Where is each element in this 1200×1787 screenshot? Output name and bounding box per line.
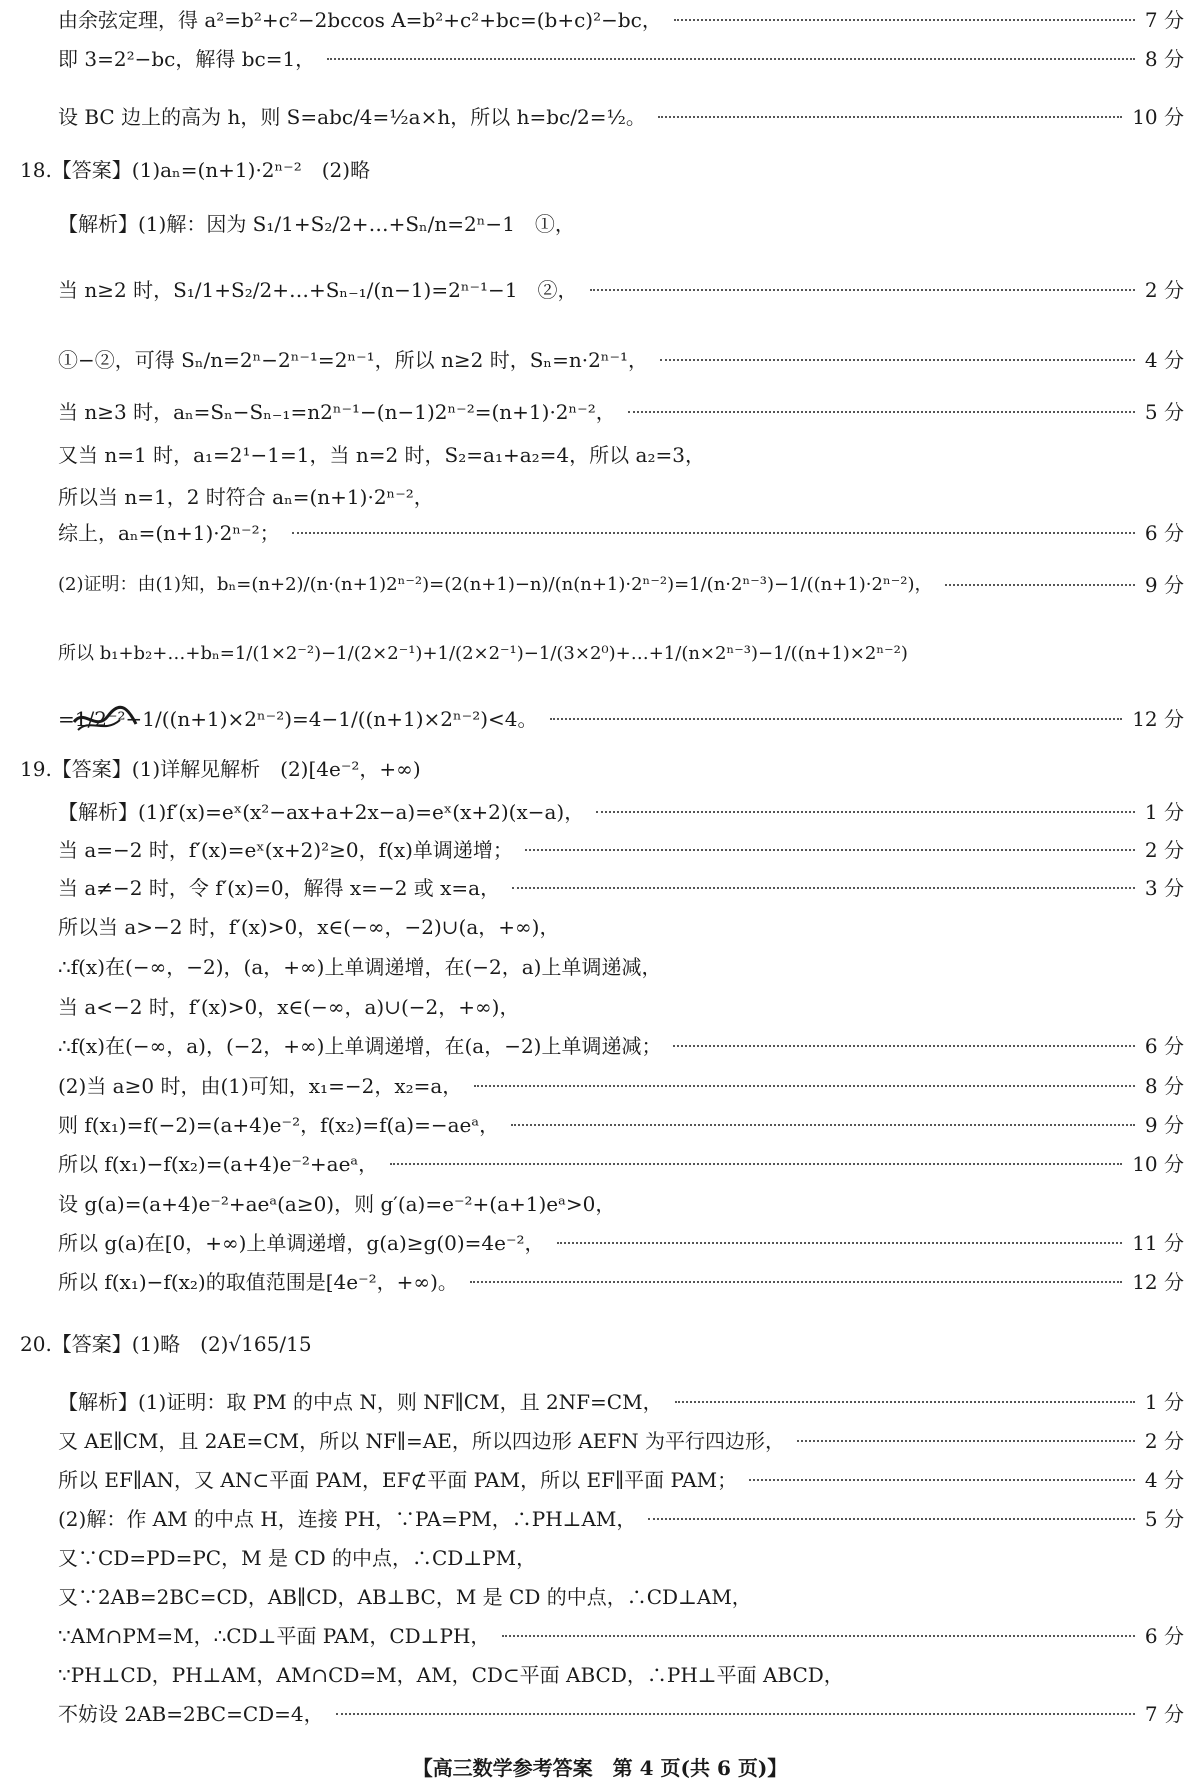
dot-leader — [749, 1479, 1135, 1481]
answer-text: 又当 n=1 时，a₁=2¹−1=1，当 n=2 时，S₂=a₁+a₂=4，所以 a₂=3， — [58, 443, 705, 467]
answer-text: 所以当 a>−2 时，f′(x)>0，x∈(−∞，−2)∪(a，+∞)， — [58, 915, 560, 939]
line-text: 综上，aₙ=(n+1)·2ⁿ⁻²； — [58, 521, 280, 545]
line-text: 所以 f(x₁)−f(x₂)=(a+4)e⁻²+aeᵃ， — [58, 1152, 379, 1176]
score-label: 8 分 — [1144, 1074, 1184, 1098]
line-text: 当 n≥3 时，aₙ=Sₙ−Sₙ₋₁=n2ⁿ⁻¹−(n−1)2ⁿ⁻²=(n+1)·2ⁿ⁻²， — [58, 400, 616, 424]
answer-line — [58, 346, 1184, 374]
answer-line — [58, 1150, 1184, 1178]
answer-line — [58, 1466, 1184, 1494]
score-label: 5 分 — [1144, 1507, 1184, 1531]
score-label: 12 分 — [1132, 1270, 1184, 1294]
score-label: 7 分 — [1144, 8, 1184, 32]
answer-line — [58, 45, 1184, 73]
answer-line — [58, 1268, 1184, 1296]
dot-leader — [511, 1124, 1135, 1126]
dot-leader — [675, 1401, 1135, 1403]
dot-leader — [336, 1713, 1135, 1715]
page-footer: 【高三数学参考答案 第 4 页(共 6 页)】 — [412, 1756, 788, 1780]
line-text: ∵AM∩PM=M，∴CD⊥平面 PAM，CD⊥PH， — [58, 1624, 491, 1648]
score-label: 1 分 — [1144, 800, 1184, 824]
dot-leader — [945, 584, 1135, 586]
line-text: 当 a≠−2 时，令 f′(x)=0，解得 x=−2 或 x=a， — [58, 876, 501, 900]
score-label: 6 分 — [1144, 1034, 1184, 1058]
handwritten-scribble — [70, 702, 140, 736]
line-text: 则 f(x₁)=f(−2)=(a+4)e⁻²，f(x₂)=f(a)=−aeᵃ， — [58, 1113, 500, 1137]
score-label: 10 分 — [1132, 1152, 1184, 1176]
score-label: 5 分 — [1144, 400, 1184, 424]
dot-leader — [292, 532, 1135, 534]
score-label: 1 分 — [1144, 1390, 1184, 1414]
answer-line — [58, 571, 1184, 599]
answer-line — [58, 1388, 1184, 1416]
answer-line — [58, 6, 1184, 34]
dot-leader — [550, 718, 1123, 720]
line-text: 当 a=−2 时，f′(x)=eˣ(x+2)²≥0，f(x)单调递增； — [58, 838, 513, 862]
line-text: (2)当 a≥0 时，由(1)可知，x₁=−2，x₂=a， — [58, 1074, 463, 1098]
answer-line — [58, 1427, 1184, 1455]
score-label: 2 分 — [1144, 1429, 1184, 1453]
answer-line — [58, 836, 1184, 864]
answer-text: 所以 b₁+b₂+…+bₙ=1/(1×2⁻²)−1/(2×2⁻¹)+1/(2×2⁻¹)−1/(3×2⁰)+…+1/(n×2ⁿ⁻³)−1/((n+1)×2ⁿ⁻²) — [58, 643, 908, 664]
answer-line — [58, 874, 1184, 902]
score-label: 12 分 — [1132, 707, 1184, 731]
answer-line — [58, 276, 1184, 304]
dot-leader — [590, 289, 1135, 291]
dot-leader — [470, 1281, 1122, 1283]
line-text: 【解析】(1)f′(x)=eˣ(x²−ax+a+2x−a)=eˣ(x+2)(x−a)， — [58, 800, 585, 824]
answer-text: ∵PH⊥CD，PH⊥AM，AM∩CD=M，AM，CD⊂平面 ABCD，∴PH⊥平面 ABCD， — [58, 1663, 844, 1687]
score-label: 9 分 — [1144, 573, 1184, 597]
answer-line — [58, 1072, 1184, 1100]
answer-text: 当 a<−2 时，f′(x)>0，x∈(−∞，a)∪(−2，+∞)， — [58, 995, 520, 1019]
answer-line — [58, 1505, 1184, 1533]
line-text: (2)证明：由(1)知，bₙ=(n+2)/(n·(n+1)2ⁿ⁻²)=(2(n+1)−n)/(n(n+1)·2ⁿ⁻²)=1/(n·2ⁿ⁻³)−1/((n+1)·2ⁿ⁻²)， — [58, 574, 933, 595]
dot-leader — [327, 58, 1135, 60]
answer-text: 又∵CD=PD=PC，M 是 CD 的中点，∴CD⊥PM， — [58, 1546, 537, 1570]
answer-line — [58, 398, 1184, 426]
answer-text: ∴f(x)在(−∞，−2)，(a，+∞)上单调递增，在(−2，a)上单调递减， — [58, 955, 662, 979]
dot-leader — [390, 1163, 1122, 1165]
score-label: 8 分 — [1144, 47, 1184, 71]
score-label: 6 分 — [1144, 1624, 1184, 1648]
dot-leader — [797, 1440, 1135, 1442]
answer-line — [58, 1700, 1184, 1728]
answer-line — [58, 1032, 1184, 1060]
answer-text: 所以当 n=1，2 时符合 aₙ=(n+1)·2ⁿ⁻²， — [58, 485, 434, 509]
line-text: (2)解：作 AM 的中点 H，连接 PH，∵PA=PM，∴PH⊥AM， — [58, 1507, 637, 1531]
line-text: 又 AE∥CM，且 2AE=CM，所以 NF∥=AE，所以四边形 AEFN 为平行四边形， — [58, 1429, 785, 1453]
answer-line — [58, 1111, 1184, 1139]
line-text: 设 BC 边上的高为 h，则 S=abc/4=½a×h，所以 h=bc/2=½。 — [58, 105, 646, 129]
score-label: 9 分 — [1144, 1113, 1184, 1137]
answer-line — [58, 103, 1184, 131]
dot-leader — [660, 359, 1135, 361]
answer-line — [58, 798, 1184, 826]
dot-leader — [648, 1518, 1134, 1520]
score-label: 4 分 — [1144, 1468, 1184, 1492]
dot-leader — [596, 811, 1135, 813]
answer-line — [58, 1229, 1184, 1257]
line-text: 即 3=2²−bc，解得 bc=1， — [58, 47, 316, 71]
score-label: 11 分 — [1132, 1231, 1184, 1255]
score-label: 10 分 — [1132, 105, 1184, 129]
answer-line — [58, 705, 1184, 733]
dot-leader — [502, 1635, 1135, 1637]
answer-line — [58, 519, 1184, 547]
line-text: =1/2⁻²−1/((n+1)×2ⁿ⁻²)=4−1/((n+1)×2ⁿ⁻²)<4。 — [58, 707, 538, 731]
question-20-answer: 20.【答案】(1)略 (2)√165/15 — [20, 1332, 312, 1356]
dot-leader — [557, 1242, 1123, 1244]
question-19-answer: 19.【答案】(1)详解见解析 (2)[4e⁻²，+∞) — [20, 757, 421, 781]
line-text: 所以 EF∥AN，又 AN⊂平面 PAM，EF⊄平面 PAM，所以 EF∥平面 PAM； — [58, 1468, 738, 1492]
question-18-answer: 18.【答案】(1)aₙ=(n+1)·2ⁿ⁻² (2)略 — [20, 158, 371, 182]
score-label: 3 分 — [1144, 876, 1184, 900]
line-text: 不妨设 2AB=2BC=CD=4， — [58, 1702, 324, 1726]
line-text: ①−②，可得 Sₙ/n=2ⁿ−2ⁿ⁻¹=2ⁿ⁻¹，所以 n≥2 时，Sₙ=n·2ⁿ⁻¹， — [58, 348, 649, 372]
score-label: 2 分 — [1144, 278, 1184, 302]
dot-leader — [512, 887, 1135, 889]
score-label: 4 分 — [1144, 348, 1184, 372]
score-label: 7 分 — [1144, 1702, 1184, 1726]
line-text: 由余弦定理，得 a²=b²+c²−2bccos A=b²+c²+bc=(b+c)²−bc， — [58, 8, 662, 32]
dot-leader — [674, 19, 1135, 21]
line-text: 所以 g(a)在[0，+∞)上单调递增，g(a)≥g(0)=4e⁻²， — [58, 1231, 545, 1255]
line-text: ∴f(x)在(−∞，a)，(−2，+∞)上单调递增，在(a，−2)上单调递减； — [58, 1034, 662, 1058]
dot-leader — [525, 849, 1135, 851]
dot-leader — [474, 1085, 1135, 1087]
question-18-analysis: 【解析】(1)解：因为 S₁/1+S₂/2+…+Sₙ/n=2ⁿ−1 ①， — [58, 212, 575, 236]
answer-text: 设 g(a)=(a+4)e⁻²+aeᵃ(a≥0)，则 g′(a)=e⁻²+(a+1)eᵃ>0， — [58, 1192, 616, 1216]
line-text: 【解析】(1)证明：取 PM 的中点 N，则 NF∥CM，且 2NF=CM， — [58, 1390, 663, 1414]
score-label: 6 分 — [1144, 521, 1184, 545]
dot-leader — [673, 1045, 1134, 1047]
line-text: 所以 f(x₁)−f(x₂)的取值范围是[4e⁻²，+∞)。 — [58, 1270, 458, 1294]
dot-leader — [628, 411, 1135, 413]
dot-leader — [658, 116, 1122, 118]
score-label: 2 分 — [1144, 838, 1184, 862]
answer-text: 又∵2AB=2BC=CD，AB∥CD，AB⊥BC，M 是 CD 的中点，∴CD⊥AM， — [58, 1585, 752, 1609]
line-text: 当 n≥2 时，S₁/1+S₂/2+…+Sₙ₋₁/(n−1)=2ⁿ⁻¹−1 ②， — [58, 278, 578, 302]
answer-line — [58, 1622, 1184, 1650]
